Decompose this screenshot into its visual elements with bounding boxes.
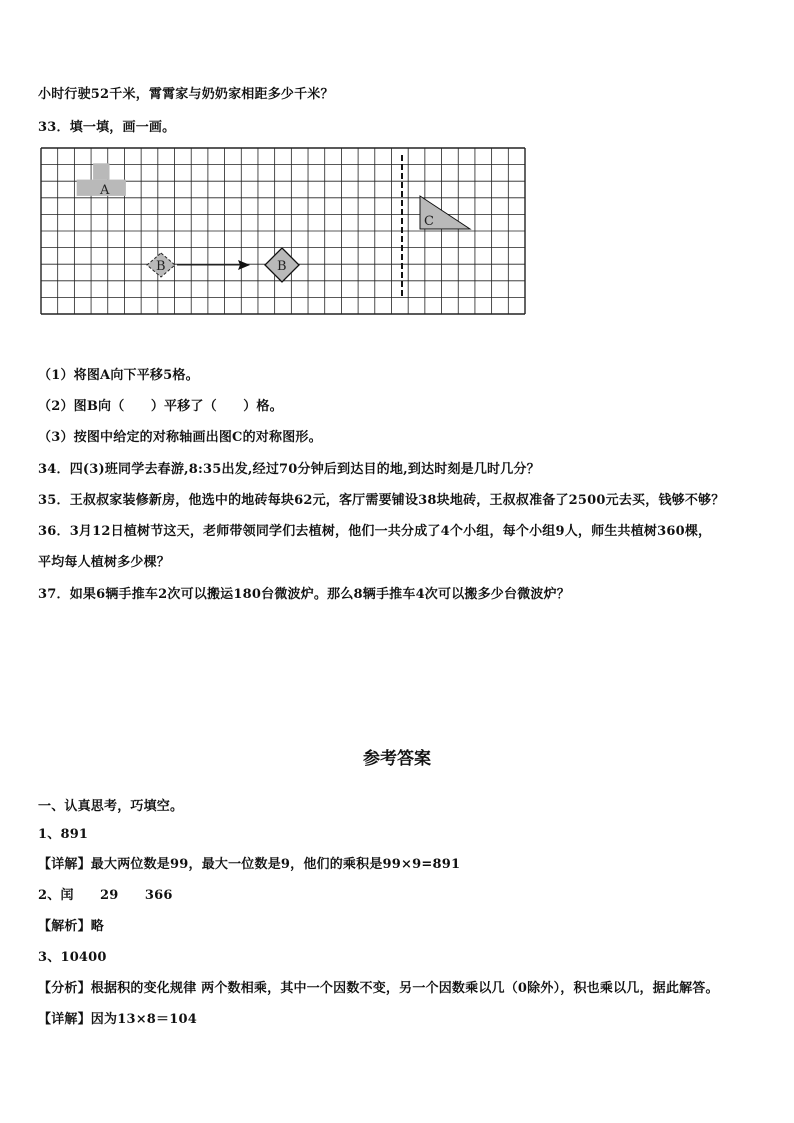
answer-1: 1、891: [38, 827, 89, 842]
shape-c: [420, 196, 470, 229]
q34: 34．四(3)班同学去春游,8:35出发,经过70分钟后到达目的地,到达时刻是几时几分？: [38, 462, 540, 477]
q35: 35．王叔叔家装修新房，他选中的地砖每块62元，客厅需要铺设38块地砖，王叔叔准备了2500元去买，钱够不够？: [38, 493, 725, 508]
answer-3: 3、10400: [38, 950, 107, 965]
shape-b-original: [147, 253, 175, 277]
shape-a: [77, 163, 126, 198]
answer-3-detail: 【详解】因为13×8＝104: [38, 1012, 197, 1027]
grid-figure: [40, 147, 526, 317]
label-b-original: B: [156, 259, 166, 274]
translation-arrow: [177, 260, 250, 270]
label-c: C: [424, 214, 434, 229]
label-a: A: [100, 183, 110, 198]
answers-section1: 一、认真思考，巧填空。: [38, 799, 184, 814]
answer-2-detail: 【解析】略: [38, 919, 105, 934]
grid-lines: [41, 148, 525, 314]
shape-b-translated: [265, 248, 299, 282]
label-b-translated: B: [277, 259, 287, 274]
q32-tail: 小时行驶52千米，霄霄家与奶奶家相距多少千米？: [38, 87, 334, 102]
answers-title: 参考答案: [363, 749, 431, 769]
q33-sub1: （1）将图A向下平移5格。: [38, 368, 199, 383]
answer-2: 2、闰 29 366: [38, 888, 173, 903]
q37: 37．如果6辆手推车2次可以搬运180台微波炉。那么8辆手推车4次可以搬多少台微波炉？: [38, 587, 571, 602]
q36-line1: 36．3月12日植树节这天，老师带领同学们去植树，他们一共分成了4个小组，每个小组9人，师生共植树360棵，: [38, 524, 712, 539]
q33-heading: 33．填一填，画一画。: [38, 120, 176, 135]
q36-line2: 平均每人植树多少棵？: [38, 555, 171, 570]
answer-1-detail: 【详解】最大两位数是99，最大一位数是9，他们的乘积是99×9=891: [38, 857, 461, 872]
q33-sub3: （3）按图中给定的对称轴画出图C的对称图形。: [38, 430, 322, 445]
q33-sub2: （2）图B向（ ）平移了（ ）格。: [38, 399, 283, 414]
answer-3-analysis: 【分析】根据积的变化规律 两个数相乘，其中一个因数不变，另一个因数乘以几（0除外），积也乘以几，据此解答。: [38, 981, 719, 996]
